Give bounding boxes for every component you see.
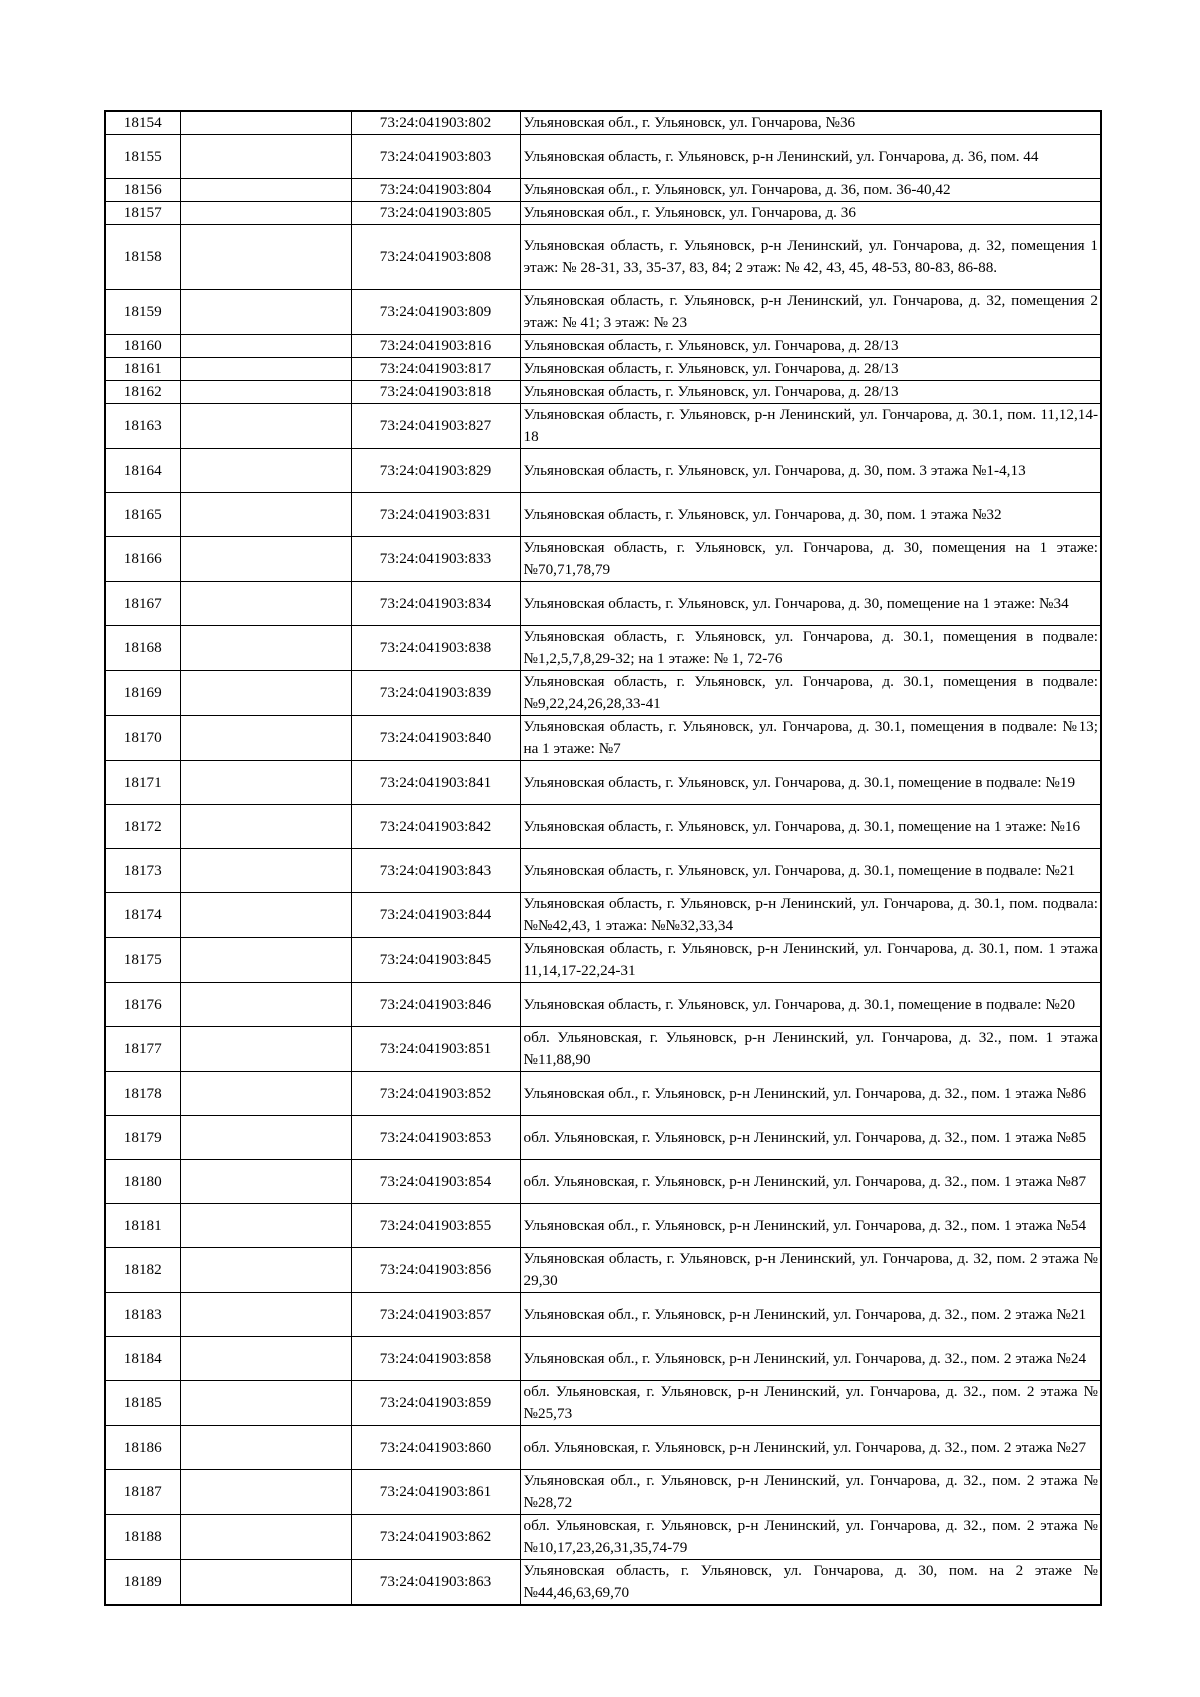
address-cell: обл. Ульяновская, г. Ульяновск, р-н Ленинский, ул. Гончарова, д. 32., пом. 1 этажа №87 xyxy=(520,1160,1101,1204)
cadastral-number-cell: 73:24:041903:808 xyxy=(351,225,520,290)
address-cell: Ульяновская обл., г. Ульяновск, р-н Ленинский, ул. Гончарова, д. 32., пом. 2 этажа №№28,72 xyxy=(520,1470,1101,1515)
record-number-cell: 18167 xyxy=(105,582,180,626)
empty-cell xyxy=(180,849,351,893)
empty-cell xyxy=(180,716,351,761)
record-number-cell: 18171 xyxy=(105,761,180,805)
address-cell: Ульяновская область, г. Ульяновск, ул. Гончарова, д. 30.1, помещение в подвале: №21 xyxy=(520,849,1101,893)
record-number-cell: 18166 xyxy=(105,537,180,582)
empty-cell xyxy=(180,111,351,135)
empty-cell xyxy=(180,449,351,493)
table-row xyxy=(105,179,1101,202)
table-row xyxy=(105,671,1101,716)
table-row xyxy=(105,1381,1101,1426)
empty-cell xyxy=(180,404,351,449)
cadastral-number-cell: 73:24:041903:844 xyxy=(351,893,520,938)
table-row xyxy=(105,805,1101,849)
property-register-table xyxy=(104,110,1102,1606)
table-row xyxy=(105,449,1101,493)
cadastral-number-cell: 73:24:041903:858 xyxy=(351,1337,520,1381)
record-number-cell: 18157 xyxy=(105,202,180,225)
address-cell: Ульяновская область, г. Ульяновск, ул. Гончарова, д. 30.1, помещения в подвале: №1,2,5,7,8,29-32; на 1 этаже: № 1, 72-76 xyxy=(520,626,1101,671)
empty-cell xyxy=(180,1515,351,1560)
record-number-cell: 18162 xyxy=(105,381,180,404)
table-row xyxy=(105,290,1101,335)
address-cell: обл. Ульяновская, г. Ульяновск, р-н Ленинский, ул. Гончарова, д. 32., пом. 2 этажа №27 xyxy=(520,1426,1101,1470)
record-number-cell: 18159 xyxy=(105,290,180,335)
table-body xyxy=(105,111,1101,1605)
cadastral-number-cell: 73:24:041903:831 xyxy=(351,493,520,537)
address-cell: Ульяновская обл., г. Ульяновск, ул. Гончарова, №36 xyxy=(520,111,1101,135)
empty-cell xyxy=(180,1426,351,1470)
cadastral-number-cell: 73:24:041903:834 xyxy=(351,582,520,626)
record-number-cell: 18187 xyxy=(105,1470,180,1515)
record-number-cell: 18183 xyxy=(105,1293,180,1337)
address-cell: Ульяновская область, г. Ульяновск, р-н Ленинский, ул. Гончарова, д. 30.1, пом. подвала: №№42,43, 1 этажа: №№32,33,34 xyxy=(520,893,1101,938)
table-row xyxy=(105,626,1101,671)
address-cell: Ульяновская область, г. Ульяновск, р-н Ленинский, ул. Гончарова, д. 36, пом. 44 xyxy=(520,135,1101,179)
address-cell: Ульяновская область, г. Ульяновск, ул. Гончарова, д. 30, помещения на 1 этаже: №70,71,78,79 xyxy=(520,537,1101,582)
table-row xyxy=(105,1160,1101,1204)
empty-cell xyxy=(180,335,351,358)
address-cell: Ульяновская область, г. Ульяновск, ул. Гончарова, д. 30, пом. на 2 этаже №№44,46,63,69,70 xyxy=(520,1560,1101,1606)
record-number-cell: 18188 xyxy=(105,1515,180,1560)
record-number-cell: 18163 xyxy=(105,404,180,449)
record-number-cell: 18154 xyxy=(105,111,180,135)
record-number-cell: 18179 xyxy=(105,1116,180,1160)
empty-cell xyxy=(180,1027,351,1072)
cadastral-number-cell: 73:24:041903:846 xyxy=(351,983,520,1027)
record-number-cell: 18185 xyxy=(105,1381,180,1426)
cadastral-number-cell: 73:24:041903:817 xyxy=(351,358,520,381)
cadastral-number-cell: 73:24:041903:809 xyxy=(351,290,520,335)
empty-cell xyxy=(180,1470,351,1515)
empty-cell xyxy=(180,358,351,381)
table-row xyxy=(105,849,1101,893)
empty-cell xyxy=(180,1381,351,1426)
empty-cell xyxy=(180,202,351,225)
address-cell: Ульяновская область, г. Ульяновск, ул. Гончарова, д. 30, пом. 3 этажа №1-4,13 xyxy=(520,449,1101,493)
table-row xyxy=(105,1072,1101,1116)
address-cell: Ульяновская область, г. Ульяновск, р-н Ленинский, ул. Гончарова, д. 30.1, пом. 11,12,14-18 xyxy=(520,404,1101,449)
table-row xyxy=(105,1204,1101,1248)
table-row xyxy=(105,761,1101,805)
empty-cell xyxy=(180,761,351,805)
cadastral-number-cell: 73:24:041903:827 xyxy=(351,404,520,449)
record-number-cell: 18164 xyxy=(105,449,180,493)
cadastral-number-cell: 73:24:041903:853 xyxy=(351,1116,520,1160)
cadastral-number-cell: 73:24:041903:856 xyxy=(351,1248,520,1293)
cadastral-number-cell: 73:24:041903:863 xyxy=(351,1560,520,1606)
address-cell: Ульяновская область, г. Ульяновск, ул. Гончарова, д. 30.1, помещения в подвале: №13; на 1 этаже: №7 xyxy=(520,716,1101,761)
empty-cell xyxy=(180,1248,351,1293)
table-row xyxy=(105,893,1101,938)
record-number-cell: 18177 xyxy=(105,1027,180,1072)
record-number-cell: 18169 xyxy=(105,671,180,716)
record-number-cell: 18156 xyxy=(105,179,180,202)
record-number-cell: 18180 xyxy=(105,1160,180,1204)
table-row xyxy=(105,404,1101,449)
address-cell: Ульяновская обл., г. Ульяновск, ул. Гончарова, д. 36 xyxy=(520,202,1101,225)
empty-cell xyxy=(180,1160,351,1204)
empty-cell xyxy=(180,1204,351,1248)
address-cell: Ульяновская обл., г. Ульяновск, ул. Гончарова, д. 36, пом. 36-40,42 xyxy=(520,179,1101,202)
cadastral-number-cell: 73:24:041903:816 xyxy=(351,335,520,358)
record-number-cell: 18178 xyxy=(105,1072,180,1116)
address-cell: обл. Ульяновская, г. Ульяновск, р-н Ленинский, ул. Гончарова, д. 32., пом. 1 этажа №11,88,90 xyxy=(520,1027,1101,1072)
cadastral-number-cell: 73:24:041903:859 xyxy=(351,1381,520,1426)
record-number-cell: 18161 xyxy=(105,358,180,381)
table-row xyxy=(105,1116,1101,1160)
address-cell: Ульяновская область, г. Ульяновск, р-н Ленинский, ул. Гончарова, д. 32, пом. 2 этажа № 29,30 xyxy=(520,1248,1101,1293)
cadastral-number-cell: 73:24:041903:855 xyxy=(351,1204,520,1248)
record-number-cell: 18174 xyxy=(105,893,180,938)
table-row xyxy=(105,1027,1101,1072)
address-cell: Ульяновская область, г. Ульяновск, ул. Гончарова, д. 30.1, помещение в подвале: №20 xyxy=(520,983,1101,1027)
table-row xyxy=(105,983,1101,1027)
address-cell: Ульяновская обл., г. Ульяновск, р-н Ленинский, ул. Гончарова, д. 32., пом. 2 этажа №24 xyxy=(520,1337,1101,1381)
record-number-cell: 18184 xyxy=(105,1337,180,1381)
address-cell: Ульяновская область, г. Ульяновск, ул. Гончарова, д. 30, пом. 1 этажа №32 xyxy=(520,493,1101,537)
address-cell: Ульяновская область, г. Ульяновск, р-н Ленинский, ул. Гончарова, д. 32, помещения 2 этаж: № 41; 3 этаж: № 23 xyxy=(520,290,1101,335)
table-row xyxy=(105,1248,1101,1293)
record-number-cell: 18160 xyxy=(105,335,180,358)
empty-cell xyxy=(180,1116,351,1160)
empty-cell xyxy=(180,537,351,582)
table-row xyxy=(105,1515,1101,1560)
address-cell: Ульяновская обл., г. Ульяновск, р-н Ленинский, ул. Гончарова, д. 32., пом. 1 этажа №86 xyxy=(520,1072,1101,1116)
address-cell: Ульяновская область, г. Ульяновск, ул. Гончарова, д. 28/13 xyxy=(520,358,1101,381)
address-cell: Ульяновская область, г. Ульяновск, р-н Ленинский, ул. Гончарова, д. 32, помещения 1 этаж: № 28-31, 33, 35-37, 83, 84; 2 этаж: № 42, 43, 45, 48-53, 80-83, 86-88. xyxy=(520,225,1101,290)
record-number-cell: 18172 xyxy=(105,805,180,849)
record-number-cell: 18155 xyxy=(105,135,180,179)
address-cell: Ульяновская область, г. Ульяновск, ул. Гончарова, д. 30, помещение на 1 этаже: №34 xyxy=(520,582,1101,626)
empty-cell xyxy=(180,381,351,404)
cadastral-number-cell: 73:24:041903:804 xyxy=(351,179,520,202)
table-row xyxy=(105,938,1101,983)
cadastral-number-cell: 73:24:041903:839 xyxy=(351,671,520,716)
cadastral-number-cell: 73:24:041903:843 xyxy=(351,849,520,893)
address-cell: обл. Ульяновская, г. Ульяновск, р-н Ленинский, ул. Гончарова, д. 32., пом. 2 этажа №№10,17,23,26,31,35,74-79 xyxy=(520,1515,1101,1560)
record-number-cell: 18186 xyxy=(105,1426,180,1470)
empty-cell xyxy=(180,626,351,671)
address-cell: Ульяновская обл., г. Ульяновск, р-н Ленинский, ул. Гончарова, д. 32., пом. 2 этажа №21 xyxy=(520,1293,1101,1337)
table-row xyxy=(105,381,1101,404)
empty-cell xyxy=(180,1072,351,1116)
table-row xyxy=(105,111,1101,135)
record-number-cell: 18170 xyxy=(105,716,180,761)
record-number-cell: 18175 xyxy=(105,938,180,983)
empty-cell xyxy=(180,225,351,290)
table-row xyxy=(105,716,1101,761)
empty-cell xyxy=(180,135,351,179)
empty-cell xyxy=(180,290,351,335)
empty-cell xyxy=(180,938,351,983)
cadastral-number-cell: 73:24:041903:838 xyxy=(351,626,520,671)
cadastral-number-cell: 73:24:041903:833 xyxy=(351,537,520,582)
address-cell: обл. Ульяновская, г. Ульяновск, р-н Ленинский, ул. Гончарова, д. 32., пом. 2 этажа №№25,73 xyxy=(520,1381,1101,1426)
record-number-cell: 18165 xyxy=(105,493,180,537)
cadastral-number-cell: 73:24:041903:802 xyxy=(351,111,520,135)
empty-cell xyxy=(180,493,351,537)
table-row xyxy=(105,358,1101,381)
record-number-cell: 18181 xyxy=(105,1204,180,1248)
record-number-cell: 18182 xyxy=(105,1248,180,1293)
address-cell: Ульяновская область, г. Ульяновск, ул. Гончарова, д. 30.1, помещение в подвале: №19 xyxy=(520,761,1101,805)
address-cell: Ульяновская область, г. Ульяновск, ул. Гончарова, д. 28/13 xyxy=(520,335,1101,358)
record-number-cell: 18173 xyxy=(105,849,180,893)
cadastral-number-cell: 73:24:041903:854 xyxy=(351,1160,520,1204)
empty-cell xyxy=(180,1293,351,1337)
table-row xyxy=(105,1293,1101,1337)
address-cell: обл. Ульяновская, г. Ульяновск, р-н Ленинский, ул. Гончарова, д. 32., пом. 1 этажа №85 xyxy=(520,1116,1101,1160)
cadastral-number-cell: 73:24:041903:857 xyxy=(351,1293,520,1337)
cadastral-number-cell: 73:24:041903:818 xyxy=(351,381,520,404)
cadastral-number-cell: 73:24:041903:829 xyxy=(351,449,520,493)
record-number-cell: 18158 xyxy=(105,225,180,290)
cadastral-number-cell: 73:24:041903:852 xyxy=(351,1072,520,1116)
table-row xyxy=(105,537,1101,582)
address-cell: Ульяновская область, г. Ульяновск, ул. Гончарова, д. 30.1, помещения в подвале: №9,22,24,26,28,33-41 xyxy=(520,671,1101,716)
empty-cell xyxy=(180,179,351,202)
empty-cell xyxy=(180,1560,351,1606)
record-number-cell: 18176 xyxy=(105,983,180,1027)
table-row xyxy=(105,335,1101,358)
address-cell: Ульяновская область, г. Ульяновск, ул. Гончарова, д. 30.1, помещение на 1 этаже: №16 xyxy=(520,805,1101,849)
table-row xyxy=(105,135,1101,179)
cadastral-number-cell: 73:24:041903:845 xyxy=(351,938,520,983)
empty-cell xyxy=(180,805,351,849)
empty-cell xyxy=(180,983,351,1027)
cadastral-number-cell: 73:24:041903:860 xyxy=(351,1426,520,1470)
address-cell: Ульяновская обл., г. Ульяновск, р-н Ленинский, ул. Гончарова, д. 32., пом. 1 этажа №54 xyxy=(520,1204,1101,1248)
cadastral-number-cell: 73:24:041903:805 xyxy=(351,202,520,225)
empty-cell xyxy=(180,582,351,626)
table-row xyxy=(105,1426,1101,1470)
address-cell: Ульяновская область, г. Ульяновск, р-н Ленинский, ул. Гончарова, д. 30.1, пом. 1 этажа 11,14,17-22,24-31 xyxy=(520,938,1101,983)
table-row xyxy=(105,202,1101,225)
table-row xyxy=(105,1337,1101,1381)
table-row xyxy=(105,493,1101,537)
table-row xyxy=(105,1560,1101,1606)
table-row xyxy=(105,582,1101,626)
cadastral-number-cell: 73:24:041903:841 xyxy=(351,761,520,805)
cadastral-number-cell: 73:24:041903:851 xyxy=(351,1027,520,1072)
empty-cell xyxy=(180,893,351,938)
cadastral-number-cell: 73:24:041903:861 xyxy=(351,1470,520,1515)
table-row xyxy=(105,225,1101,290)
cadastral-number-cell: 73:24:041903:803 xyxy=(351,135,520,179)
empty-cell xyxy=(180,671,351,716)
address-cell: Ульяновская область, г. Ульяновск, ул. Гончарова, д. 28/13 xyxy=(520,381,1101,404)
table-row xyxy=(105,1470,1101,1515)
cadastral-number-cell: 73:24:041903:842 xyxy=(351,805,520,849)
cadastral-number-cell: 73:24:041903:862 xyxy=(351,1515,520,1560)
record-number-cell: 18168 xyxy=(105,626,180,671)
cadastral-number-cell: 73:24:041903:840 xyxy=(351,716,520,761)
record-number-cell: 18189 xyxy=(105,1560,180,1606)
empty-cell xyxy=(180,1337,351,1381)
